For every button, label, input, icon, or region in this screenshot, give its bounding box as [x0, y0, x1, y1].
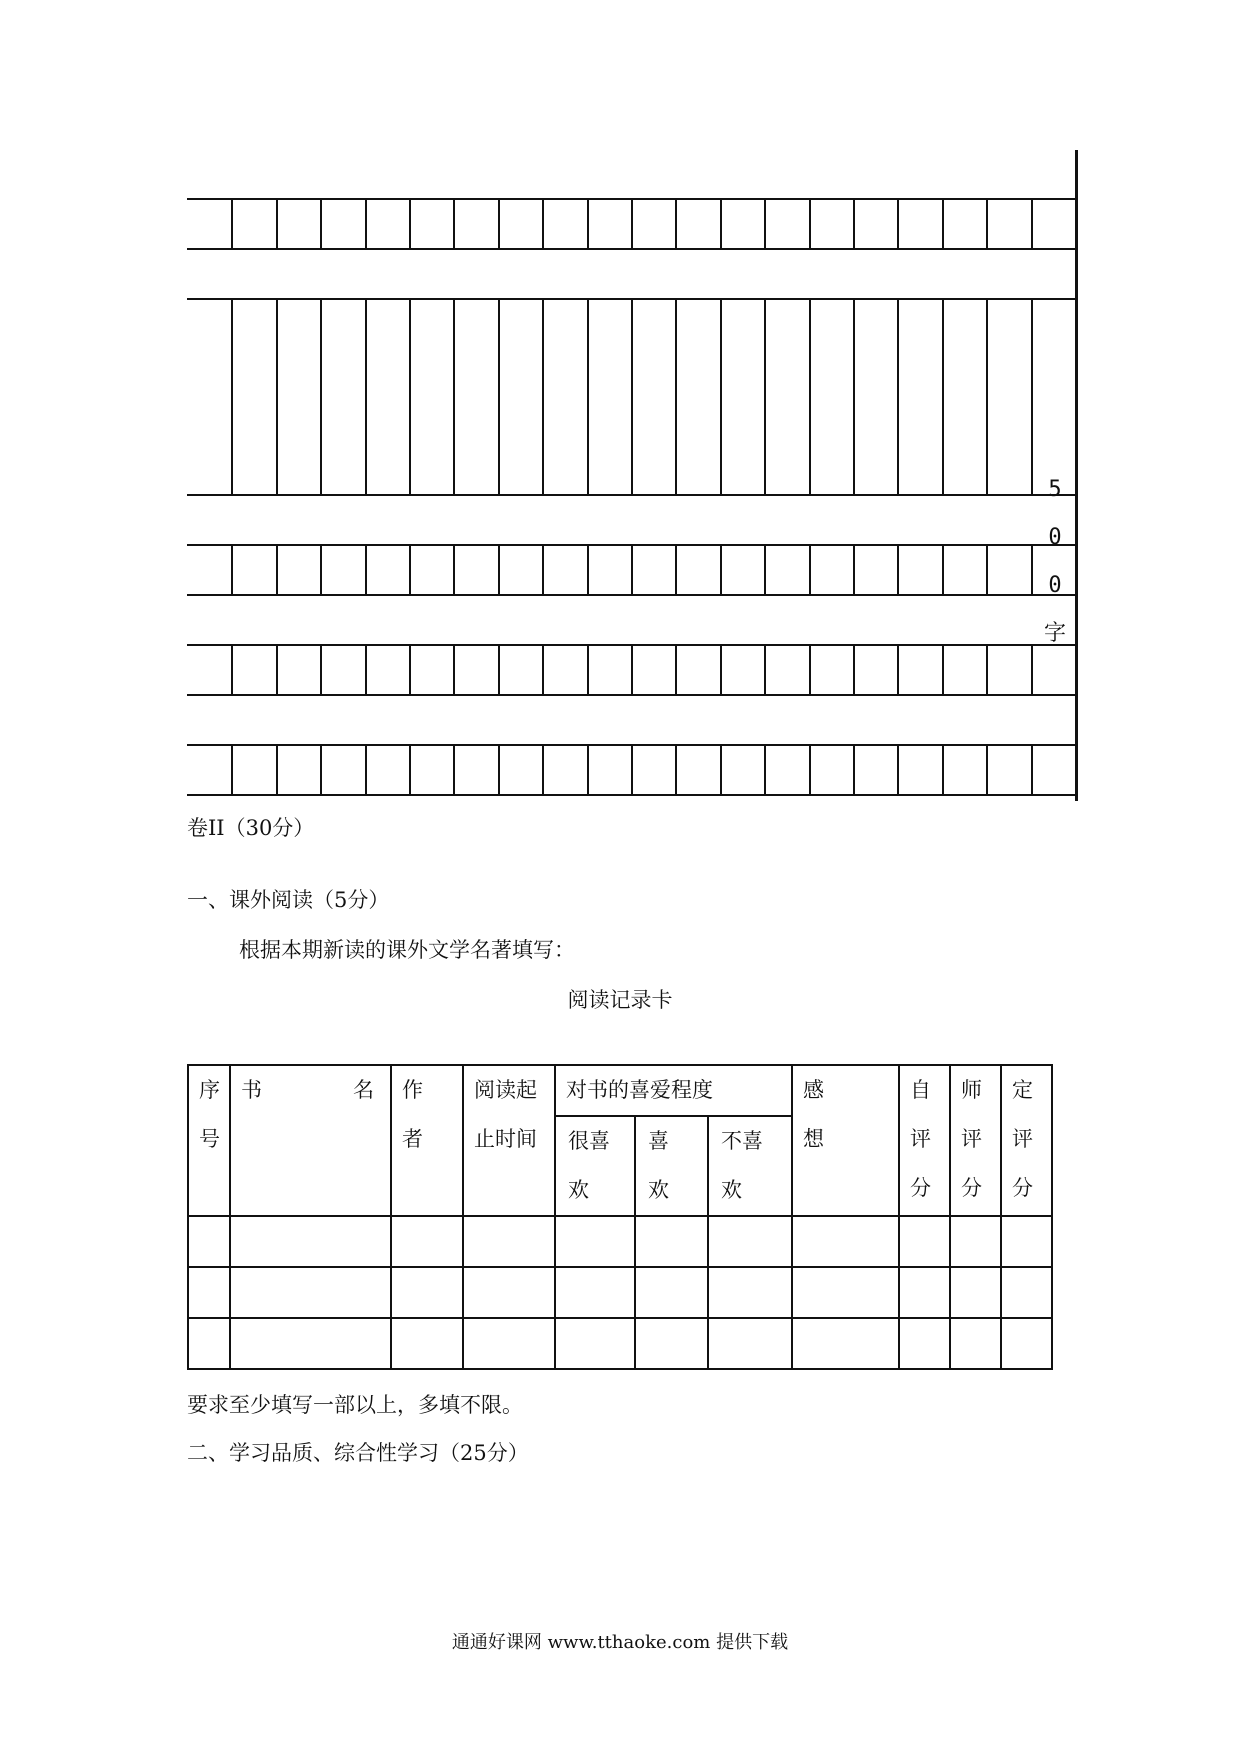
- header-text: 书: [241, 1078, 262, 1102]
- table-cell[interactable]: [1001, 1267, 1052, 1318]
- grid-cell[interactable]: [809, 544, 853, 594]
- header-like-very-much: [555, 1116, 635, 1216]
- grid-cell[interactable]: [986, 544, 1030, 594]
- grid-cell[interactable]: [720, 644, 764, 694]
- table-cell[interactable]: [950, 1267, 1001, 1318]
- header-preference: 对书的喜爱程度: [555, 1065, 792, 1116]
- grid-cell[interactable]: [320, 198, 364, 248]
- table-row: [188, 1216, 1052, 1267]
- table-cell[interactable]: [555, 1216, 635, 1267]
- grid-cell[interactable]: [542, 544, 586, 594]
- counter-char: 0: [1048, 525, 1062, 550]
- grid-cell[interactable]: [764, 198, 808, 248]
- grid-cell[interactable]: [276, 544, 320, 594]
- header-like: [635, 1116, 708, 1216]
- grid-cell[interactable]: [809, 644, 853, 694]
- grid-cell[interactable]: [1031, 744, 1075, 794]
- grid-cell[interactable]: [675, 744, 719, 794]
- grid-cell[interactable]: [276, 198, 320, 248]
- header-text: 欢: [721, 1178, 742, 1202]
- grid-cell[interactable]: [365, 744, 409, 794]
- grid-cell[interactable]: [720, 544, 764, 594]
- grid-cell[interactable]: [409, 298, 453, 494]
- header-text: 分: [910, 1176, 931, 1200]
- grid-cell[interactable]: [720, 198, 764, 248]
- table-cell[interactable]: [230, 1267, 391, 1318]
- header-text: 者: [402, 1127, 423, 1151]
- reading-record-table: [187, 1064, 1053, 1370]
- grid-cell[interactable]: [409, 744, 453, 794]
- grid-line: [187, 794, 1075, 796]
- grid-cell[interactable]: [231, 744, 275, 794]
- grid-cell[interactable]: [231, 298, 275, 494]
- table-cell[interactable]: [188, 1216, 230, 1267]
- header-teacher-score: [950, 1065, 1001, 1216]
- grid-cell[interactable]: [675, 644, 719, 694]
- counter-char: 0: [1048, 573, 1062, 598]
- grid-cell[interactable]: [897, 544, 941, 594]
- grid-cell[interactable]: [409, 644, 453, 694]
- grid-cell[interactable]: [365, 198, 409, 248]
- header-text: 想: [803, 1127, 824, 1151]
- grid-cell[interactable]: [986, 298, 1030, 494]
- grid-cell[interactable]: [809, 744, 853, 794]
- grid-cell[interactable]: [809, 298, 853, 494]
- grid-cell[interactable]: [409, 544, 453, 594]
- grid-cell[interactable]: [453, 298, 497, 494]
- grid-line: [187, 694, 1075, 696]
- header-self-score: [899, 1065, 950, 1216]
- grid-cell[interactable]: [231, 544, 275, 594]
- grid-cell[interactable]: [409, 198, 453, 248]
- grid-cell[interactable]: [542, 198, 586, 248]
- grid-cell[interactable]: [453, 644, 497, 694]
- grid-cell[interactable]: [587, 644, 631, 694]
- grid-cell[interactable]: [631, 644, 675, 694]
- header-author: [391, 1065, 463, 1216]
- header-text: 作: [402, 1078, 423, 1102]
- grid-cell[interactable]: [320, 744, 364, 794]
- table-cell[interactable]: [950, 1318, 1001, 1369]
- grid-cell[interactable]: [942, 198, 986, 248]
- table-cell[interactable]: [230, 1216, 391, 1267]
- grid-cell[interactable]: [542, 298, 586, 494]
- grid-cell[interactable]: [986, 644, 1030, 694]
- section1-title: 一、课外阅读（5分）: [187, 888, 390, 912]
- grid-cell[interactable]: [276, 644, 320, 694]
- section2-title: 二、学习品质、综合性学习（25分）: [187, 1441, 529, 1465]
- header-book: [230, 1065, 391, 1216]
- grid-cell[interactable]: [853, 644, 897, 694]
- table-cell[interactable]: [188, 1318, 230, 1369]
- grid-cell[interactable]: [764, 644, 808, 694]
- grid-cell[interactable]: [542, 644, 586, 694]
- grid-cell[interactable]: [942, 298, 986, 494]
- table-cell[interactable]: [555, 1318, 635, 1369]
- grid-cell[interactable]: [1031, 198, 1075, 248]
- grid-cell[interactable]: [675, 544, 719, 594]
- grid-cell[interactable]: [631, 544, 675, 594]
- header-text: 感: [803, 1078, 824, 1102]
- table-cell[interactable]: [899, 1267, 950, 1318]
- header-text: 名: [353, 1078, 374, 1102]
- grid-cell[interactable]: [498, 198, 542, 248]
- header-text: 定: [1012, 1078, 1033, 1102]
- table-cell[interactable]: [635, 1318, 708, 1369]
- table-cell[interactable]: [708, 1318, 792, 1369]
- grid-cell[interactable]: [542, 744, 586, 794]
- grid-cell[interactable]: [231, 198, 275, 248]
- grid-cell[interactable]: [764, 298, 808, 494]
- grid-cell[interactable]: [498, 544, 542, 594]
- grid-cell[interactable]: [675, 298, 719, 494]
- grid-cell[interactable]: [365, 298, 409, 494]
- grid-cell[interactable]: [853, 544, 897, 594]
- table-cell[interactable]: [463, 1216, 555, 1267]
- grid-cell[interactable]: [764, 544, 808, 594]
- grid-cell[interactable]: [897, 198, 941, 248]
- footer-credit: 通通好课网 www.tthaoke.com 提供下载: [451, 1632, 789, 1653]
- grid-cell[interactable]: [631, 198, 675, 248]
- table-cell[interactable]: [188, 1267, 230, 1318]
- grid-cell[interactable]: [897, 644, 941, 694]
- header-text: 很喜: [568, 1129, 610, 1153]
- table-cell[interactable]: [899, 1318, 950, 1369]
- grid-cell[interactable]: [587, 198, 631, 248]
- grid-cell[interactable]: [897, 298, 941, 494]
- grid-cell[interactable]: [986, 744, 1030, 794]
- grid-cell[interactable]: [320, 544, 364, 594]
- table-cell[interactable]: [1001, 1318, 1052, 1369]
- grid-cell[interactable]: [498, 644, 542, 694]
- header-text: 不喜: [721, 1129, 763, 1153]
- header-text: 欢: [648, 1178, 669, 1202]
- grid-cell[interactable]: [986, 198, 1030, 248]
- table-cell[interactable]: [792, 1318, 899, 1369]
- grid-cell[interactable]: [853, 298, 897, 494]
- grid-cell[interactable]: [231, 644, 275, 694]
- grid-right-border: [1075, 150, 1078, 801]
- grid-cell[interactable]: [1031, 298, 1075, 494]
- grid-cell[interactable]: [587, 744, 631, 794]
- grid-cell[interactable]: [942, 544, 986, 594]
- grid-line: [187, 594, 1075, 596]
- table-cell[interactable]: [463, 1267, 555, 1318]
- header-text: 评: [961, 1127, 982, 1151]
- grid-cell[interactable]: [320, 298, 364, 494]
- grid-cell[interactable]: [453, 544, 497, 594]
- word-count-marker: [1035, 466, 1075, 658]
- header-text: 评: [910, 1127, 931, 1151]
- reading-card-title: 阅读记录卡: [567, 988, 673, 1012]
- grid-cell[interactable]: [720, 744, 764, 794]
- header-reading-time: [463, 1065, 555, 1216]
- table-cell[interactable]: [1001, 1216, 1052, 1267]
- counter-char: 字: [1043, 621, 1066, 646]
- table-cell[interactable]: [950, 1216, 1001, 1267]
- table-cell[interactable]: [792, 1267, 899, 1318]
- table-cell[interactable]: [708, 1216, 792, 1267]
- table-cell[interactable]: [635, 1216, 708, 1267]
- header-text: 喜: [648, 1129, 669, 1153]
- header-text: 评: [1012, 1127, 1033, 1151]
- table-cell[interactable]: [899, 1216, 950, 1267]
- grid-cell[interactable]: [320, 644, 364, 694]
- grid-line: [187, 494, 1075, 496]
- header-text: 号: [199, 1127, 220, 1151]
- grid-cell[interactable]: [942, 644, 986, 694]
- section1-instruction: 根据本期新读的课外文学名著填写：: [239, 938, 575, 962]
- table-cell[interactable]: [635, 1267, 708, 1318]
- grid-cell[interactable]: [853, 744, 897, 794]
- grid-cell[interactable]: [853, 198, 897, 248]
- grid-cell[interactable]: [809, 198, 853, 248]
- grid-cell[interactable]: [498, 744, 542, 794]
- grid-cell[interactable]: [587, 544, 631, 594]
- header-text: 自: [910, 1078, 931, 1102]
- header-text: 阅读起: [474, 1078, 537, 1102]
- grid-cell[interactable]: [675, 198, 719, 248]
- table-cell[interactable]: [792, 1216, 899, 1267]
- grid-cell[interactable]: [498, 298, 542, 494]
- grid-cell[interactable]: [897, 744, 941, 794]
- grid-cell[interactable]: [365, 544, 409, 594]
- grid-cell[interactable]: [764, 744, 808, 794]
- section-juan2-title: 卷II（30分）: [187, 816, 315, 840]
- grid-cell[interactable]: [276, 744, 320, 794]
- table-cell[interactable]: [463, 1318, 555, 1369]
- requirement-note: 要求至少填写一部以上，多填不限。: [187, 1393, 523, 1417]
- header-text: 分: [1012, 1176, 1033, 1200]
- grid-cell[interactable]: [453, 198, 497, 248]
- header-feeling: [792, 1065, 899, 1216]
- header-text: 欢: [568, 1178, 589, 1202]
- header-text: 师: [961, 1078, 982, 1102]
- grid-cell[interactable]: [276, 298, 320, 494]
- counter-char: 5: [1048, 477, 1062, 502]
- table-cell[interactable]: [555, 1267, 635, 1318]
- table-cell[interactable]: [391, 1267, 463, 1318]
- header-text: 分: [961, 1176, 982, 1200]
- grid-cell[interactable]: [631, 298, 675, 494]
- composition-grid: [187, 150, 1078, 801]
- table-row: [188, 1318, 1052, 1369]
- table-cell[interactable]: [708, 1267, 792, 1318]
- table-row: [188, 1267, 1052, 1318]
- header-text: 序: [199, 1078, 220, 1102]
- table-cell[interactable]: [230, 1318, 391, 1369]
- grid-cell[interactable]: [587, 298, 631, 494]
- header-seq: [188, 1065, 230, 1216]
- header-final-score: [1001, 1065, 1052, 1216]
- grid-cell[interactable]: [942, 744, 986, 794]
- grid-line: [187, 248, 1075, 250]
- header-text: 止时间: [474, 1127, 537, 1151]
- header-dislike: [708, 1116, 792, 1216]
- table-cell[interactable]: [391, 1318, 463, 1369]
- grid-cell[interactable]: [720, 298, 764, 494]
- grid-cell[interactable]: [453, 744, 497, 794]
- grid-cell[interactable]: [631, 744, 675, 794]
- grid-cell[interactable]: [365, 644, 409, 694]
- table-cell[interactable]: [391, 1216, 463, 1267]
